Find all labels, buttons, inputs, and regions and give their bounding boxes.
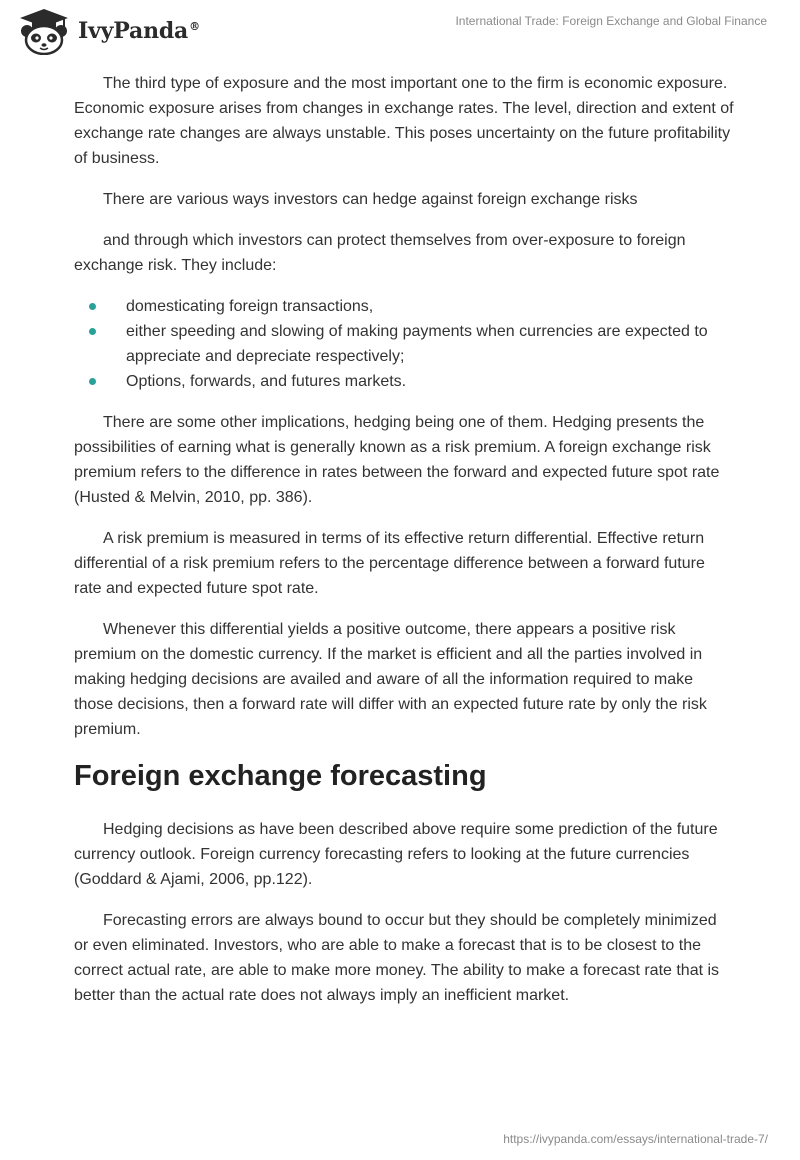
paragraph: The third type of exposure and the most important one to the firm is economic exposure. Economic exposure arises from changes in exchange rates. The level, direction and extent of exchange rate changes are always unstable. This poses uncertainty on the future profitability of business. bbox=[74, 75, 734, 167]
paragraph: Whenever this differential yields a positive outcome, there appears a positive risk premium on the domestic currency. If the market is efficient and all the parties involved in making hedging decisions are availed and aware of all the information required to make those decisions, then a forward rate will differ with an expected future rate by only the risk premium. bbox=[74, 621, 707, 738]
paragraph: There are various ways investors can hedge against foreign exchange risks bbox=[103, 191, 638, 208]
list-item: either speeding and slowing of making payments when currencies are expected to appreciate and depreciate respectively; bbox=[74, 319, 734, 369]
essay-content bbox=[74, 71, 734, 1024]
footer-url: https://ivypanda.com/essays/international-trade-7/ bbox=[503, 1132, 768, 1146]
paragraph: and through which investors can protect themselves from over-exposure to foreign exchange risk. They include: bbox=[74, 232, 686, 274]
paragraph: There are some other implications, hedging being one of them. Hedging presents the possibilities of earning what is generally known as a risk premium. A foreign exchange risk premium refers to the difference in rates between the forward and expected future spot rate (Husted & Melvin, 2010, pp. 386). bbox=[74, 414, 720, 506]
logo-wordmark: IvyPanda® bbox=[78, 18, 200, 44]
logo-link[interactable] bbox=[14, 6, 200, 56]
paragraph: Hedging decisions as have been described above require some prediction of the future currency outlook. Foreign currency forecasting refers to looking at the future currencies (Goddard & Ajami, 2006, pp.122). bbox=[74, 821, 718, 888]
bullet-dot-icon bbox=[89, 378, 96, 385]
page-header bbox=[0, 0, 800, 60]
list-item: domesticating foreign transactions, bbox=[74, 294, 734, 319]
section-heading: Foreign exchange forecasting bbox=[74, 760, 487, 792]
paragraph: A risk premium is measured in terms of its effective return differential. Effective return differential of a risk premium refers to the percentage difference between a forward future rate and expected future spot rate. bbox=[74, 530, 705, 597]
panda-logo-icon bbox=[14, 7, 74, 55]
list-item: Options, forwards, and futures markets. bbox=[74, 369, 734, 394]
paragraph: Forecasting errors are always bound to occur but they should be completely minimized or even eliminated. Investors, who are able to make a forecast that is to be closest to the correct actual rate, are able to make more money. The ability to make a forecast rate that is better than the actual rate does not always imply an inefficient market. bbox=[74, 912, 720, 1004]
hedging-methods-list bbox=[74, 294, 734, 394]
bullet-dot-icon bbox=[89, 328, 96, 335]
running-title: International Trade: Foreign Exchange and Global Finance bbox=[455, 14, 767, 28]
bullet-dot-icon bbox=[89, 303, 96, 310]
